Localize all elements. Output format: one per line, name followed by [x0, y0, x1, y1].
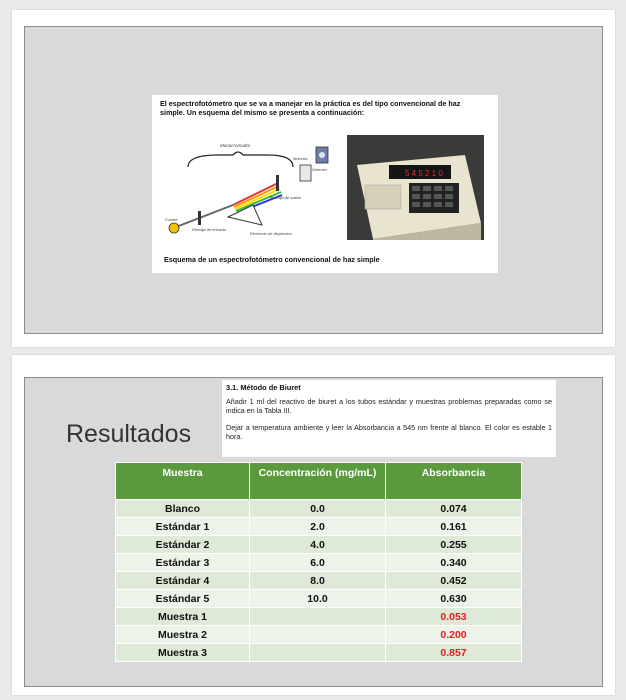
slide-2[interactable]	[12, 355, 615, 695]
table-row	[116, 626, 522, 644]
cell-absorbance: 0.452	[386, 572, 522, 590]
cell-absorbance: 0.053	[386, 608, 522, 626]
label-elemento-dispersion: Elemento de dispersión	[250, 231, 292, 236]
table-row	[116, 572, 522, 590]
table-row	[116, 608, 522, 626]
method-paragraph-2: Dejar a temperatura ambiente y leer la Absorbancia a 545 nm frente al blanco. El color es estable 1 hora.	[226, 423, 552, 441]
cell-absorbance: 0.074	[386, 500, 522, 518]
cell-sample: Estándar 3	[116, 554, 250, 572]
table-header-row	[116, 463, 522, 500]
cell-sample: Muestra 3	[116, 644, 250, 662]
label-rendija-salida: Rendija de salida	[270, 195, 301, 200]
header-concentracion: Concentración (mg/mL)	[250, 463, 386, 500]
intro-text: El espectrofotómetro que se va a manejar en la práctica es del tipo convencional de haz simple. Un esquema del mismo se presenta a continuación:	[160, 99, 461, 117]
cell-absorbance: 0.340	[386, 554, 522, 572]
cell-absorbance: 0.630	[386, 590, 522, 608]
cell-sample: Muestra 1	[116, 608, 250, 626]
photo-display-readout: 5 4 5 2 1 0	[405, 169, 443, 178]
spectrophotometer-diagram	[158, 135, 333, 250]
label-monocromador: Monocromador	[220, 143, 251, 148]
cell-concentration: 8.0	[250, 572, 386, 590]
slide-2-canvas	[24, 377, 603, 687]
header-muestra: Muestra	[116, 463, 250, 500]
cell-sample: Estándar 1	[116, 518, 250, 536]
figure-caption: Esquema de un espectrofotómetro convencional de haz simple	[164, 255, 380, 264]
cell-sample: Estándar 2	[116, 536, 250, 554]
table-row	[116, 536, 522, 554]
table-row	[116, 500, 522, 518]
results-title: Resultados	[66, 420, 192, 448]
spectrophotometer-figure	[152, 95, 498, 273]
cell-concentration: 2.0	[250, 518, 386, 536]
cell-concentration	[250, 608, 386, 626]
cell-concentration: 10.0	[250, 590, 386, 608]
cell-concentration: 4.0	[250, 536, 386, 554]
method-box	[222, 380, 556, 457]
label-fuente: Fuente	[165, 217, 178, 222]
cell-absorbance: 0.857	[386, 644, 522, 662]
label-detector: Detector	[312, 167, 328, 172]
spectrophotometer-photo	[347, 135, 484, 240]
cell-sample: Estándar 4	[116, 572, 250, 590]
cell-absorbance: 0.161	[386, 518, 522, 536]
header-absorbancia: Absorbancia	[386, 463, 522, 500]
cell-concentration	[250, 626, 386, 644]
cell-absorbance: 0.255	[386, 536, 522, 554]
cell-sample: Muestra 2	[116, 626, 250, 644]
table-row	[116, 554, 522, 572]
method-paragraph-1: Añadir 1 ml del reactivo de biuret a los tubos estándar y muestras problemas preparadas como se indica en la Tabla III.	[226, 397, 552, 415]
method-title: 3.1. Método de Biuret	[226, 383, 301, 392]
slide-1-canvas	[24, 26, 603, 334]
table-row	[116, 590, 522, 608]
table-row	[116, 518, 522, 536]
cell-concentration: 0.0	[250, 500, 386, 518]
cell-absorbance: 0.200	[386, 626, 522, 644]
cell-sample: Estándar 5	[116, 590, 250, 608]
label-muestra: Muestra	[293, 156, 308, 161]
slide-1[interactable]	[12, 10, 615, 347]
label-rendija-entrada: Rendija de entrada	[192, 227, 226, 232]
cell-concentration: 6.0	[250, 554, 386, 572]
table-row	[116, 644, 522, 662]
cell-concentration	[250, 644, 386, 662]
results-table	[115, 462, 522, 662]
cell-sample: Blanco	[116, 500, 250, 518]
